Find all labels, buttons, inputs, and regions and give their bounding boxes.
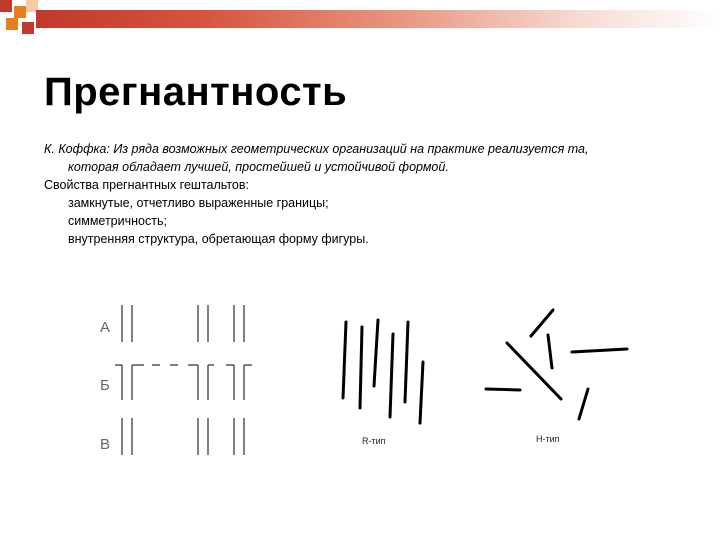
properties-heading: Свойства прегнантных гештальтов: <box>44 178 249 192</box>
quote-line-2: которая обладает лучшей, простейшей и устойчивой формой. <box>68 160 449 174</box>
h-type-figure <box>486 310 627 419</box>
quote-line-1: К. Коффка: Из ряда возможных геометрических организаций на практике реализуется та, <box>44 142 589 156</box>
h-type-label: H-тип <box>536 434 560 444</box>
row-label-b: Б <box>100 377 110 394</box>
property-item: симметричность; <box>68 214 167 228</box>
r-type-label: R-тип <box>362 436 386 446</box>
property-item: замкнутые, отчетливо выраженные границы; <box>68 196 329 210</box>
row-a-lines <box>122 305 244 342</box>
r-type-figure <box>343 320 423 423</box>
page-title: Прегнантность <box>44 70 348 114</box>
property-item: внутренняя структура, обретающая форму фигуры. <box>68 232 369 246</box>
row-v-lines <box>122 418 244 455</box>
line-pairs-figure <box>115 305 252 455</box>
row-label-v: В <box>100 436 111 453</box>
row-b-lines <box>115 365 252 400</box>
row-label-a: А <box>100 319 111 336</box>
